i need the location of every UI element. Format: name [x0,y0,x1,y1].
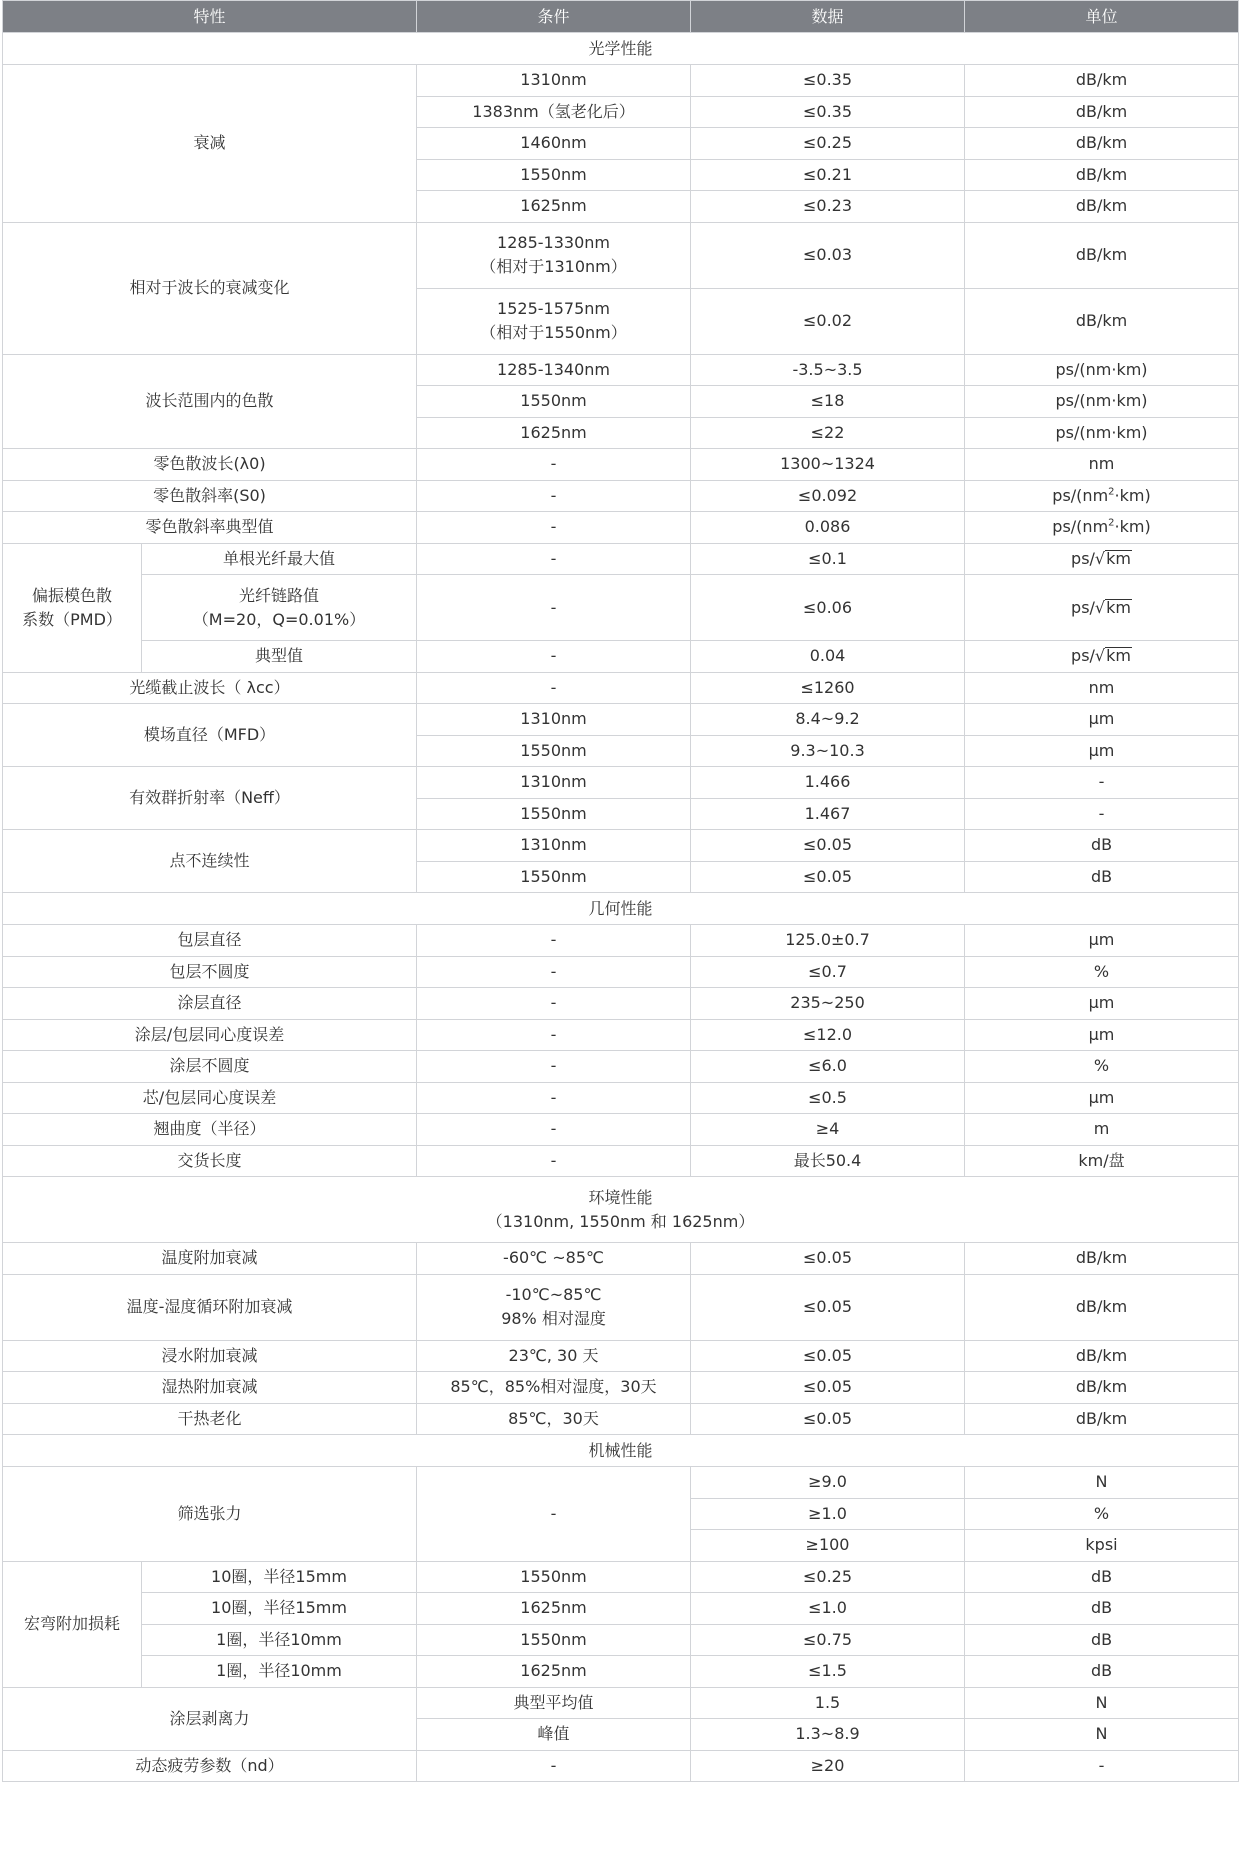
unit-cell: nm [965,449,1239,481]
table-row [3,1340,1239,1372]
section-title-geometric: 几何性能 [3,893,1239,925]
proof-test-label: 筛选张力 [3,1467,417,1562]
cutoff-wavelength-label: 光缆截止波长（ λcc） [3,672,417,704]
unit-cell: dB/km [965,65,1239,97]
section-title-mechanical: 机械性能 [3,1435,1239,1467]
table-row [3,575,1239,641]
condition-cell: - [417,575,691,641]
unit-cell: dB [965,1656,1239,1688]
unit-cell: N [965,1467,1239,1499]
table-row [3,767,1239,799]
condition-cell: - [417,925,691,957]
unit-cell: μm [965,735,1239,767]
unit-cell: $ps/(nm^2\cdot km)$ [965,512,1239,544]
value-cell: ≤0.05 [691,1274,965,1340]
condition-cell: - [417,1019,691,1051]
unit-cell: μm [965,988,1239,1020]
condition-cell: - [417,956,691,988]
value-cell: ≤0.5 [691,1082,965,1114]
condition-cell: 1460nm [417,128,691,160]
value-cell: ≥4 [691,1114,965,1146]
zero-dispersion-slope-typical-label: 零色散斜率典型值 [3,512,417,544]
unit-cell: % [965,956,1239,988]
table-row [3,988,1239,1020]
table-row [3,222,1239,288]
condition-cell: - [417,988,691,1020]
condition-cell: 1550nm [417,386,691,418]
unit-cell: dB [965,830,1239,862]
unit-cell: ps/√km [965,543,1239,575]
condition-cell: 1525-1575nm （相对于1550nm） [417,288,691,354]
value-cell: ≤1.0 [691,1593,965,1625]
table-row [3,65,1239,97]
section-title-environmental: 环境性能 （1310nm, 1550nm 和 1625nm） [3,1177,1239,1243]
value-cell: -3.5~3.5 [691,354,965,386]
unit-cell: dB [965,1593,1239,1625]
unit-cell: - [965,767,1239,799]
neff-label: 有效群折射率（Neff） [3,767,417,830]
condition-cell: - [417,512,691,544]
condition-cell: 峰值 [417,1719,691,1751]
table-row [3,449,1239,481]
value-cell: ≤0.25 [691,128,965,160]
characteristic-cell: 翘曲度（半径） [3,1114,417,1146]
unit-cell: ps/√km [965,575,1239,641]
attenuation-label: 衰减 [3,65,417,223]
condition-cell: - [417,543,691,575]
table-row [3,1051,1239,1083]
unit-cell: μm [965,925,1239,957]
condition-cell: 1310nm [417,830,691,862]
condition-cell: 1625nm [417,1656,691,1688]
table-row [3,1687,1239,1719]
unit-cell: % [965,1498,1239,1530]
unit-cell: - [965,1750,1239,1782]
value-cell: ≥20 [691,1750,965,1782]
pmd-label: 偏振模色散 系数（PMD） [3,543,142,672]
unit-cell: μm [965,1082,1239,1114]
value-cell: ≤0.23 [691,191,965,223]
fiber-spec-table [2,0,1239,1782]
table-row [3,1561,1239,1593]
characteristic-cell: 包层直径 [3,925,417,957]
characteristic-cell: 包层不圆度 [3,956,417,988]
value-cell: ≤0.05 [691,830,965,862]
section-row-mechanical [3,1435,1239,1467]
condition-cell: - [417,1750,691,1782]
condition-cell: 1550nm [417,159,691,191]
table-row [3,704,1239,736]
unit-cell: dB/km [965,1340,1239,1372]
condition-cell: - [417,1082,691,1114]
macrobend-sub-label: 1圈，半径10mm [142,1624,417,1656]
characteristic-cell: 温度附加衰减 [3,1243,417,1275]
dispersion-label: 波长范围内的色散 [3,354,417,449]
value-cell: 1300~1324 [691,449,965,481]
value-cell: ≥9.0 [691,1467,965,1499]
value-cell: ≤0.05 [691,1340,965,1372]
value-cell: 8.4~9.2 [691,704,965,736]
value-cell: ≤0.092 [691,480,965,512]
value-cell: 1.3~8.9 [691,1719,965,1751]
value-cell: ≤0.75 [691,1624,965,1656]
table-row [3,641,1239,673]
condition-cell: 1625nm [417,1593,691,1625]
condition-cell: 23℃, 30 天 [417,1340,691,1372]
condition-cell: 85℃，85%相对湿度，30天 [417,1372,691,1404]
characteristic-cell: 涂层直径 [3,988,417,1020]
table-row [3,1145,1239,1177]
table-row [3,1082,1239,1114]
unit-cell: dB/km [965,222,1239,288]
characteristic-cell: 涂层不圆度 [3,1051,417,1083]
condition-cell: 1550nm [417,861,691,893]
header-condition: 条件 [417,1,691,33]
unit-cell: $ps/(nm^2\cdot km)$ [965,480,1239,512]
unit-cell: dB/km [965,1243,1239,1275]
header-unit: 单位 [965,1,1239,33]
header-data: 数据 [691,1,965,33]
value-cell: ≤0.03 [691,222,965,288]
table-row [3,672,1239,704]
section-row-optical [3,33,1239,65]
value-cell: ≤0.7 [691,956,965,988]
condition-cell: 1550nm [417,735,691,767]
condition-cell: 1550nm [417,798,691,830]
value-cell: ≤1.5 [691,1656,965,1688]
unit-cell: ps/(nm·km) [965,386,1239,418]
point-discontinuity-label: 点不连续性 [3,830,417,893]
characteristic-cell: 芯/包层同心度误差 [3,1082,417,1114]
condition-cell: - [417,480,691,512]
unit-cell: dB [965,1624,1239,1656]
unit-cell: km/盘 [965,1145,1239,1177]
condition-cell: 1310nm [417,65,691,97]
condition-cell: - [417,1467,691,1562]
condition-cell: 1625nm [417,191,691,223]
table-row [3,1019,1239,1051]
condition-cell: 1310nm [417,767,691,799]
value-cell: 1.466 [691,767,965,799]
unit-cell: ps/(nm·km) [965,417,1239,449]
unit-cell: μm [965,704,1239,736]
mfd-label: 模场直径（MFD） [3,704,417,767]
condition-cell: - [417,449,691,481]
unit-cell: dB/km [965,1372,1239,1404]
pmd-sub-label: 光纤链路值 （M=20，Q=0.01%） [142,575,417,641]
condition-cell: 1550nm [417,1624,691,1656]
unit-cell: dB/km [965,191,1239,223]
value-cell: ≤0.25 [691,1561,965,1593]
table-row [3,480,1239,512]
value-cell: 9.3~10.3 [691,735,965,767]
value-cell: ≤0.05 [691,861,965,893]
unit-cell: ps/(nm·km) [965,354,1239,386]
unit-cell: ps/√km [965,641,1239,673]
value-cell: ≤0.1 [691,543,965,575]
value-cell: 0.086 [691,512,965,544]
unit-cell: dB/km [965,1403,1239,1435]
value-cell: ≥1.0 [691,1498,965,1530]
section-row-geometric [3,893,1239,925]
condition-cell: 1285-1330nm （相对于1310nm） [417,222,691,288]
header-characteristic: 特性 [3,1,417,33]
value-cell: ≤0.35 [691,96,965,128]
strip-force-label: 涂层剥离力 [3,1687,417,1750]
value-cell: ≤0.05 [691,1372,965,1404]
table-row [3,543,1239,575]
unit-cell: dB/km [965,159,1239,191]
table-row [3,956,1239,988]
condition-cell: - [417,1114,691,1146]
pmd-sub-label: 典型值 [142,641,417,673]
value-cell: 235~250 [691,988,965,1020]
table-row [3,1656,1239,1688]
macrobend-sub-label: 10圈，半径15mm [142,1593,417,1625]
unit-cell: dB/km [965,96,1239,128]
unit-cell: N [965,1719,1239,1751]
value-cell: 最长50.4 [691,1145,965,1177]
zero-dispersion-slope-label: 零色散斜率(S0) [3,480,417,512]
condition-cell: -60℃ ~85℃ [417,1243,691,1275]
characteristic-cell: 干热老化 [3,1403,417,1435]
table-header-row [3,1,1239,33]
value-cell: ≤0.21 [691,159,965,191]
unit-cell: % [965,1051,1239,1083]
table-row [3,1403,1239,1435]
condition-cell: - [417,672,691,704]
condition-cell: 1310nm [417,704,691,736]
condition-cell: 典型平均值 [417,1687,691,1719]
condition-cell: 1285-1340nm [417,354,691,386]
value-cell: ≤0.02 [691,288,965,354]
value-cell: ≤22 [691,417,965,449]
unit-cell: dB [965,1561,1239,1593]
table-row [3,1372,1239,1404]
unit-cell: N [965,1687,1239,1719]
value-cell: ≤0.35 [691,65,965,97]
macrobend-sub-label: 1圈，半径10mm [142,1656,417,1688]
value-cell: ≤6.0 [691,1051,965,1083]
table-row [3,1750,1239,1782]
fatigue-label: 动态疲劳参数（nd） [3,1750,417,1782]
table-row [3,1593,1239,1625]
condition-cell: 1625nm [417,417,691,449]
condition-cell: -10℃~85℃ 98% 相对湿度 [417,1274,691,1340]
condition-cell: - [417,1051,691,1083]
table-row [3,1114,1239,1146]
table-row [3,1624,1239,1656]
condition-cell: 85℃，30天 [417,1403,691,1435]
table-row [3,925,1239,957]
unit-cell: μm [965,1019,1239,1051]
characteristic-cell: 浸水附加衰减 [3,1340,417,1372]
table-row [3,1243,1239,1275]
condition-cell: - [417,1145,691,1177]
table-row [3,830,1239,862]
unit-cell: kpsi [965,1530,1239,1562]
value-cell: ≥100 [691,1530,965,1562]
pmd-sub-label: 单根光纤最大值 [142,543,417,575]
value-cell: ≤1260 [691,672,965,704]
unit-cell: dB/km [965,1274,1239,1340]
value-cell: 0.04 [691,641,965,673]
characteristic-cell: 温度-湿度循环附加衰减 [3,1274,417,1340]
table-row [3,354,1239,386]
condition-cell: 1550nm [417,1561,691,1593]
table-row [3,1467,1239,1499]
table-row [3,1274,1239,1340]
value-cell: ≤18 [691,386,965,418]
characteristic-cell: 交货长度 [3,1145,417,1177]
unit-cell: dB/km [965,288,1239,354]
unit-cell: dB/km [965,128,1239,160]
condition-cell: 1383nm（氢老化后） [417,96,691,128]
table-row [3,512,1239,544]
characteristic-cell: 涂层/包层同心度误差 [3,1019,417,1051]
section-row-environmental [3,1177,1239,1243]
characteristic-cell: 湿热附加衰减 [3,1372,417,1404]
unit-cell: - [965,798,1239,830]
value-cell: 125.0±0.7 [691,925,965,957]
value-cell: ≤0.05 [691,1403,965,1435]
atten-vs-wavelength-label: 相对于波长的衰减变化 [3,222,417,354]
value-cell: ≤12.0 [691,1019,965,1051]
unit-cell: m [965,1114,1239,1146]
macrobend-label: 宏弯附加损耗 [3,1561,142,1687]
condition-cell: - [417,641,691,673]
macrobend-sub-label: 10圈，半径15mm [142,1561,417,1593]
value-cell: 1.467 [691,798,965,830]
value-cell: 1.5 [691,1687,965,1719]
zero-dispersion-wavelength-label: 零色散波长(λ0) [3,449,417,481]
value-cell: ≤0.06 [691,575,965,641]
value-cell: ≤0.05 [691,1243,965,1275]
unit-cell: nm [965,672,1239,704]
section-title-optical: 光学性能 [3,33,1239,65]
unit-cell: dB [965,861,1239,893]
